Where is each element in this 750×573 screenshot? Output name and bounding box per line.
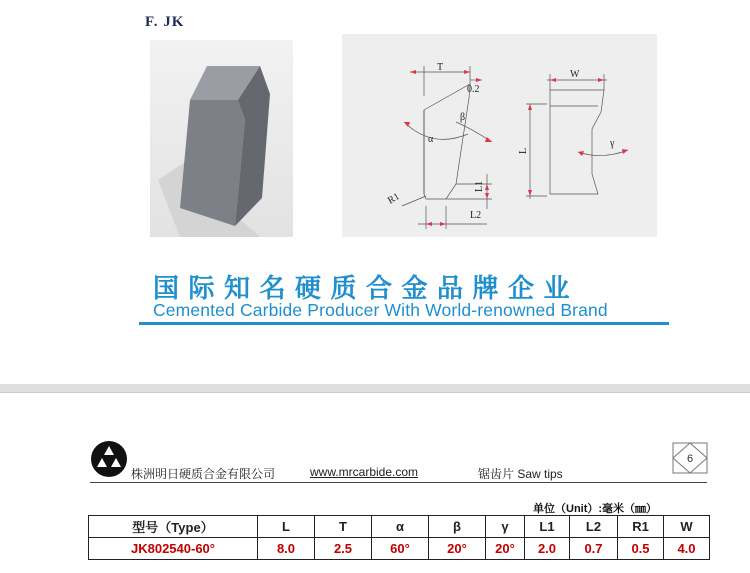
header-cell-W: W: [664, 516, 710, 538]
dim-label-gamma: γ: [610, 138, 615, 149]
cell-L2: 0.7: [570, 538, 618, 560]
website-link[interactable]: www.mrcarbide.com: [310, 465, 419, 479]
header-rule: [90, 482, 707, 483]
dim-label-R1: R1: [386, 191, 402, 207]
header-cell-L1: L1: [525, 516, 570, 538]
cell-L: 8.0: [258, 538, 315, 560]
dim-label-L: L: [518, 147, 529, 154]
cell-type: JK802540-60°: [89, 538, 258, 560]
page-number: 6: [686, 453, 694, 465]
header-cell-beta: β: [429, 516, 486, 538]
header-cell-type: 型号（Type）: [89, 516, 258, 538]
dim-label-beta: β: [460, 112, 466, 123]
dim-label-alpha: α: [428, 134, 434, 145]
section-title: F. JK: [145, 14, 185, 30]
dim-label-T: T: [437, 62, 444, 73]
slogan-underline: [139, 322, 669, 325]
cell-W: 4.0: [664, 538, 710, 560]
header-cell-gamma: γ: [486, 516, 525, 538]
company-name: 株洲明日硬质合金有限公司: [131, 467, 276, 481]
slogan-chinese: 国际知名硬质合金品牌企业: [153, 273, 580, 303]
dim-label-L2: L2: [470, 210, 482, 221]
dim-label-L1: L1: [474, 180, 485, 192]
product-photo: [150, 40, 293, 237]
dim-label-clearance: 0.2: [467, 84, 480, 95]
unit-note: 单位（Unit）:毫米（㎜）: [533, 503, 658, 515]
table-row: [89, 538, 710, 560]
header-cell-R1: R1: [618, 516, 664, 538]
dim-label-W: W: [570, 69, 580, 80]
slogan-english: Cemented Carbide Producer With World-renowned Brand: [153, 300, 608, 320]
page-break: [0, 384, 750, 392]
cell-beta: 20°: [429, 538, 486, 560]
cell-L1: 2.0: [525, 538, 570, 560]
cell-alpha: 60°: [372, 538, 429, 560]
company-logo: [90, 440, 128, 478]
category-label: 锯齿片 Saw tips: [478, 467, 563, 481]
cell-R1: 0.5: [618, 538, 664, 560]
header-cell-T: T: [315, 516, 372, 538]
carbide-tip-render: [150, 40, 293, 237]
header-cell-alpha: α: [372, 516, 429, 538]
technical-drawing: [342, 34, 657, 237]
page-break-edge: [0, 392, 750, 393]
page-number-badge: [671, 441, 709, 475]
spec-table: [88, 515, 710, 560]
table-header-row: [89, 516, 710, 538]
header-cell-L: L: [258, 516, 315, 538]
cell-gamma: 20°: [486, 538, 525, 560]
cell-T: 2.5: [315, 538, 372, 560]
header-cell-L2: L2: [570, 516, 618, 538]
